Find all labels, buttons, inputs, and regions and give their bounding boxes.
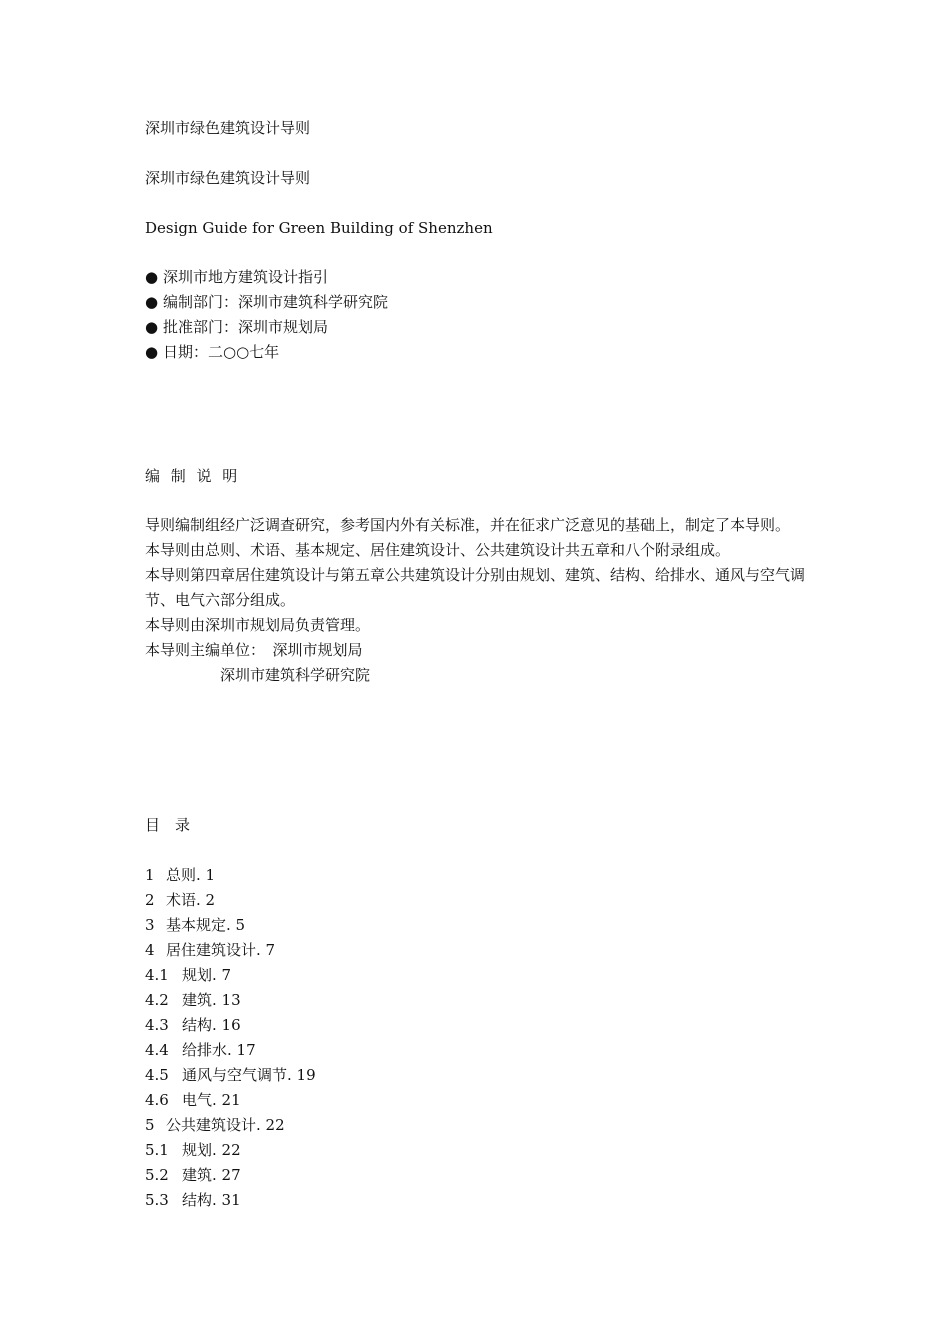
toc-entry[interactable]: 4.3 结构. 16 <box>145 1016 241 1034</box>
toc-entry[interactable]: 5.3 结构. 31 <box>145 1191 241 1209</box>
preface-paragraph: 本导则第四章居住建筑设计与第五章公共建筑设计分别由规划、建筑、结构、给排水、通风与空气调节、电气六部分组成。 <box>145 566 806 609</box>
preface-paragraph: 本导则由总则、术语、基本规定、居住建筑设计、公共建筑设计共五章和八个附录组成。 <box>145 541 731 559</box>
english-title: Design Guide for Green Building of Shenzhen <box>145 219 493 237</box>
toc-entry[interactable]: 4.6 电气. 21 <box>145 1091 241 1109</box>
document-title: 深圳市绿色建筑设计导则 <box>145 119 311 137</box>
preface-paragraph: 导则编制组经广泛调查研究，参考国内外有关标准，并在征求广泛意见的基础上，制定了本导则。 <box>145 516 791 534</box>
toc-entry[interactable]: 5.2 建筑. 27 <box>145 1166 241 1184</box>
toc-entry[interactable]: 4.1 规划. 7 <box>145 966 232 984</box>
toc-entry[interactable]: 4.5 通风与空气调节. 19 <box>145 1066 316 1084</box>
preface-unit: 深圳市建筑科学研究院 <box>220 666 371 684</box>
toc-entry[interactable]: 4 居住建筑设计. 7 <box>145 941 276 959</box>
info-item: ● 深圳市地方建筑设计指引 <box>145 268 329 286</box>
preface-body <box>145 513 810 688</box>
toc-entry[interactable]: 4.2 建筑. 13 <box>145 991 241 1009</box>
toc-entry[interactable]: 1 总则. 1 <box>145 866 216 884</box>
bullet-icon: ● <box>145 268 159 286</box>
toc-entry[interactable]: 3 基本规定. 5 <box>145 916 246 934</box>
bullet-icon: ● <box>145 318 159 336</box>
preface-paragraph: 本导则主编单位： 深圳市规划局 <box>145 641 363 659</box>
toc-heading: 目 录 <box>145 816 191 834</box>
toc-entry[interactable]: 5 公共建筑设计. 22 <box>145 1116 285 1134</box>
toc-entry[interactable]: 5.1 规划. 22 <box>145 1141 241 1159</box>
info-item: ● 批准部门：深圳市规划局 <box>145 318 329 336</box>
toc-entry[interactable]: 2 术语. 2 <box>145 891 216 909</box>
info-item: ● 编制部门：深圳市建筑科学研究院 <box>145 293 389 311</box>
bullet-icon: ● <box>145 343 159 361</box>
document-subtitle: 深圳市绿色建筑设计导则 <box>145 169 311 187</box>
preface-heading: 编 制 说 明 <box>145 467 241 485</box>
info-item: ● 日期：二○○七年 <box>145 343 280 361</box>
bullet-icon: ● <box>145 293 159 311</box>
preface-paragraph: 本导则由深圳市规划局负责管理。 <box>145 616 371 634</box>
toc-entry[interactable]: 4.4 给排水. 17 <box>145 1041 256 1059</box>
